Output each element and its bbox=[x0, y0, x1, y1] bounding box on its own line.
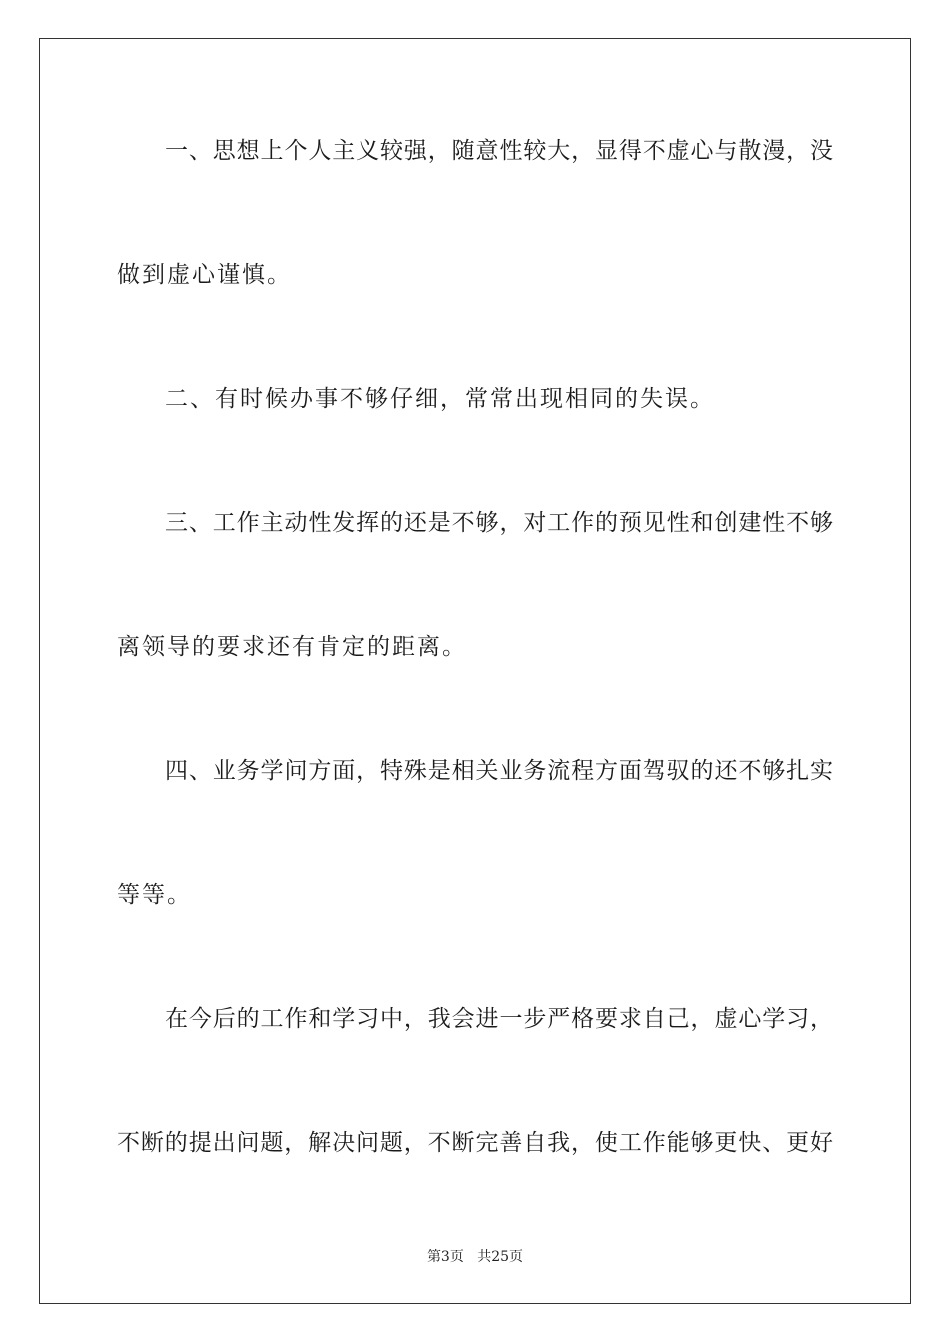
page-footer bbox=[0, 1248, 950, 1266]
paragraph-4-line-2: 等等。 bbox=[117, 882, 192, 908]
paragraph-5-line-1: 在今后的工作和学习中，我会进一步严格要求自己，虚心学习， bbox=[165, 1006, 833, 1032]
paragraph-3-line-2: 离领导的要求还有肯定的距离。 bbox=[117, 634, 467, 660]
page-border bbox=[39, 38, 911, 1304]
paragraph-3-line-1: 三、工作主动性发挥的还是不够，对工作的预见性和创建性不够 bbox=[165, 510, 833, 536]
paragraph-5-line-2: 不断的提出问题，解决问题，不断完善自我，使工作能够更快、更好 bbox=[117, 1130, 833, 1156]
paragraph-1-line-1: 一、思想上个人主义较强，随意性较大，显得不虚心与散漫，没 bbox=[165, 138, 833, 164]
paragraph-1-line-2: 做到虚心谨慎。 bbox=[117, 262, 292, 288]
total-pages-label: 共25页 bbox=[477, 1249, 524, 1265]
paragraph-2-line-1: 二、有时候办事不够仔细，常常出现相同的失误。 bbox=[165, 386, 715, 412]
current-page-label: 第3页 bbox=[426, 1249, 464, 1265]
footer-spacer bbox=[464, 1249, 477, 1265]
paragraph-4-line-1: 四、业务学问方面，特殊是相关业务流程方面驾驭的还不够扎实 bbox=[165, 758, 833, 784]
